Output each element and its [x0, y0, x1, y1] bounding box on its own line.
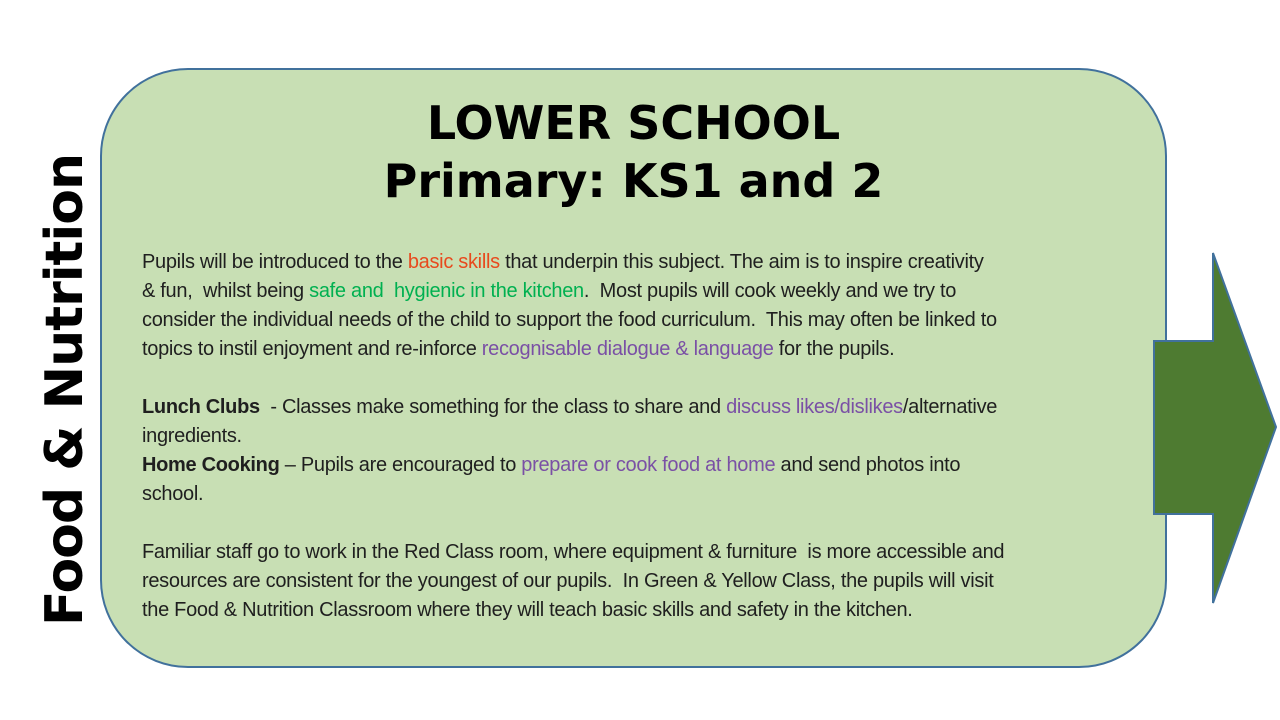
label-bold: Lunch Clubs — [142, 396, 260, 418]
panel-title-line1: LOWER SCHOOL — [426, 96, 841, 150]
panel-title-line2: Primary: KS1 and 2 — [383, 154, 884, 208]
text-segment: . Most pupils will cook weekly and we try to — [583, 280, 957, 302]
right-arrow-shape[interactable] — [1154, 253, 1276, 603]
text-segment: Pupils will be introduced to the — [142, 251, 408, 273]
text-segment: topics to instil enjoyment and re-inforce — [142, 338, 482, 360]
paragraph-spacer — [142, 509, 1154, 538]
highlight-purple: prepare or cook food at home — [521, 454, 776, 476]
paragraph — [142, 393, 1154, 451]
text-segment: ingredients. — [142, 425, 242, 447]
next-arrow-icon[interactable] — [1150, 250, 1280, 608]
highlight-purple: discuss likes/dislikes — [726, 396, 903, 418]
text-segment: Familiar staff go to work in the Red Class room, where equipment & furniture is more accessible and — [142, 541, 1005, 563]
paragraph — [142, 538, 1154, 625]
paragraph — [142, 248, 1154, 364]
text-segment: – Pupils are encouraged to — [279, 454, 522, 476]
body-text — [142, 248, 1154, 625]
label-bold: Home Cooking — [142, 454, 280, 476]
text-segment: that underpin this subject. The aim is to inspire creativity — [499, 251, 984, 273]
text-segment: and send photos into — [775, 454, 961, 476]
text-segment: the Food & Nutrition Classroom where they will teach basic skills and safety in the kitchen. — [142, 599, 913, 621]
content-panel — [100, 68, 1167, 668]
vertical-title: Food & Nutrition — [35, 154, 95, 626]
highlight-green: safe and hygienic in the kitchen — [309, 280, 584, 302]
text-segment: for the pupils. — [773, 338, 895, 360]
paragraph-spacer — [142, 364, 1154, 393]
highlight-orange: basic skills — [407, 251, 500, 273]
highlight-purple: recognisable dialogue & language — [481, 338, 774, 360]
text-segment: /alternative — [902, 396, 998, 418]
text-segment: resources are consistent for the youngest of our pupils. In Green & Yellow Class, the pupils will visit — [142, 570, 994, 592]
text-segment: - Classes make something for the class to share and — [259, 396, 727, 418]
text-segment: consider the individual needs of the child to support the food curriculum. This may often be linked to — [142, 309, 997, 331]
text-segment: school. — [142, 483, 204, 505]
panel-title — [102, 94, 1165, 210]
paragraph — [142, 451, 1154, 509]
text-segment: & fun, whilst being — [142, 280, 310, 302]
